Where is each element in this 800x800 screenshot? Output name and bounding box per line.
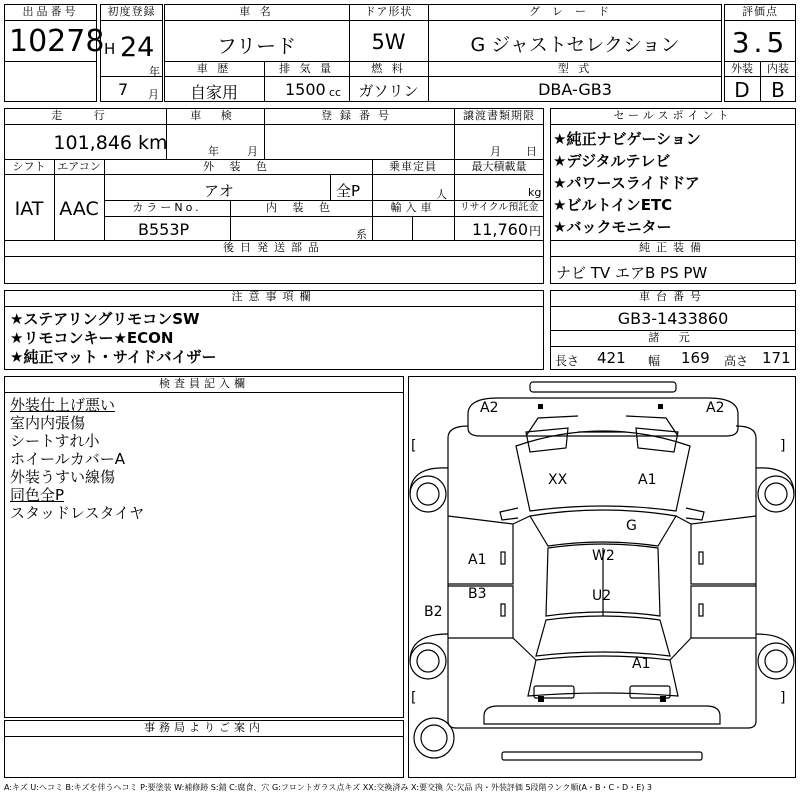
sales-point-item: ★ビルトインETC: [553, 196, 673, 214]
genuine-equipment: ナビ TV エアB PS PW: [556, 264, 708, 282]
transfer-day-unit: 日: [526, 145, 537, 158]
mark-left-rear-door: B3: [468, 586, 487, 602]
fuel-label: 燃 料: [371, 62, 406, 75]
notes-list: [10, 310, 217, 367]
reg-year: 24: [120, 32, 155, 63]
int-color-unit: 系: [356, 228, 367, 241]
transfer-month-unit: 月: [490, 145, 501, 158]
car-diagram: [408, 376, 796, 778]
height: 171: [762, 349, 791, 367]
mileage-unit: km: [138, 132, 168, 154]
inspector-note: スタッドレスタイヤ: [10, 504, 145, 522]
era: H: [104, 40, 116, 58]
recycle-unit: 円: [529, 224, 542, 238]
sales-point-item: ★パワースライドドア: [553, 174, 700, 192]
height-label: 高さ: [724, 354, 749, 368]
mark-left-rear-quarter: B2: [424, 604, 443, 620]
int-grade: B: [771, 78, 785, 102]
inspector-note: 外装うすい線傷: [10, 468, 116, 486]
displacement-label: 排 気 量: [279, 62, 334, 75]
notes-label: 注意事項欄: [231, 290, 317, 303]
bracket-left: [: [411, 438, 417, 454]
bracket-left-rear: [: [411, 690, 417, 706]
model: DBA-GB3: [538, 80, 612, 99]
ext-color-label: 外 装 色: [203, 160, 273, 173]
chassis-number-label: 車台番号: [639, 290, 707, 303]
recycle-label: リサイクル預託金: [459, 202, 539, 213]
int-color-label: 内 装 色: [266, 201, 336, 214]
sales-points-list: [553, 128, 701, 238]
max-load-label: 最大積載量: [471, 160, 527, 173]
car-name: フリード: [216, 34, 297, 58]
sales-point-item: ★純正ナビゲーション: [553, 130, 701, 148]
genuine-equipment-label: 純正装備: [639, 241, 707, 254]
mark-front-right: A2: [706, 400, 725, 416]
inspector-note: 外装仕上げ悪い: [10, 396, 116, 414]
reg-no-label: 登録番号: [321, 109, 397, 122]
mark-front-left: A2: [480, 400, 499, 416]
first-registration-label: 初度登録: [107, 5, 156, 18]
ext-paint: 全P: [336, 182, 361, 200]
inspector-note: シートすれ小: [10, 432, 100, 450]
grade: G ジャストセレクション: [470, 34, 680, 56]
legend: A:キズ U:ヘコミ B:キズを伴うヘコミ P:要塗装 W:補修跡 S:錆 C:腐食、穴 G:フロントガラス点キズ XX:交換済み X:要交換 欠:欠品 内・外装評価 5段階ランク順(A・B・C・D・E) 3: [4, 783, 653, 792]
transfer-label: 譲渡書類期限: [463, 109, 535, 122]
lot-number: 10278: [9, 24, 105, 59]
int-grade-label: 内装: [767, 62, 789, 75]
inspector-notes-list: [10, 396, 144, 522]
lot-number-label: 出品番号: [22, 5, 79, 18]
later-parts-label: 後日発送部品: [223, 241, 325, 254]
inspection-label: 車 検: [190, 109, 240, 122]
width: 169: [681, 349, 710, 367]
ac: AAC: [59, 198, 99, 220]
length-label: 長さ: [555, 354, 580, 368]
displacement-unit: cc: [329, 86, 342, 99]
recycle-amount: 11,760: [472, 220, 528, 239]
insp-year-unit: 年: [208, 145, 219, 158]
ext-grade-label: 外装: [731, 62, 753, 75]
ext-grade: D: [734, 78, 750, 102]
bracket-right: ]: [780, 438, 786, 454]
insp-month-unit: 月: [247, 145, 258, 158]
capacity-label: 乗車定員: [389, 160, 437, 173]
note-item: ★ステアリングリモコンSW: [10, 310, 200, 328]
ac-label: エアコン: [57, 160, 101, 173]
inspector-note: ホイールカバーA: [10, 450, 125, 468]
color-no: B553P: [138, 220, 190, 239]
mileage-label: 走 行: [51, 109, 119, 122]
dims-label: 諸 元: [648, 331, 698, 344]
mark-hood-right: A1: [638, 472, 657, 488]
mark-roof: W2: [592, 548, 615, 564]
grade-label: グレード: [529, 5, 621, 18]
history-label: 車 歴: [196, 62, 232, 75]
color-no-label: カラーNo.: [132, 201, 202, 214]
month-unit: 月: [148, 88, 159, 101]
mileage: 101,846: [53, 132, 132, 154]
history: 自家用: [189, 83, 238, 102]
displacement: 1500: [285, 80, 326, 99]
mark-windshield: G: [626, 518, 637, 534]
score: 3.5: [731, 26, 789, 59]
sales-point-item: ★バックモニター: [553, 218, 672, 236]
door-type: 5W: [371, 30, 406, 54]
mark-rear-roof: U2: [592, 588, 612, 604]
mark-hood-left: XX: [548, 472, 568, 488]
max-load-unit: kg: [528, 186, 542, 199]
fuel: ガソリン: [358, 82, 419, 100]
bracket-right-rear: ]: [780, 690, 786, 706]
chassis-number: GB3-1433860: [617, 309, 729, 328]
door-type-label: ドア形状: [364, 5, 413, 18]
sales-points-label: セールスポイント: [613, 109, 733, 122]
length: 421: [597, 349, 626, 367]
shift-label: シフト: [12, 160, 46, 173]
note-item: ★純正マット・サイドバイザー: [10, 348, 217, 366]
mark-left-front-door: A1: [468, 552, 487, 568]
office-notice-label: 事務局よりご案内: [144, 721, 264, 734]
year-unit: 年: [149, 65, 160, 78]
ext-color: アオ: [204, 182, 234, 200]
inspector-note: 室内内張傷: [10, 414, 86, 432]
import-label: 輸入車: [390, 201, 436, 214]
note-item: ★リモコンキー★ECON: [10, 329, 174, 347]
model-label: 型 式: [557, 62, 593, 75]
width-label: 幅: [648, 354, 661, 368]
capacity-unit: 人: [436, 188, 447, 201]
shift: IAT: [14, 198, 44, 220]
inspector-note: 同色全P: [10, 486, 65, 504]
mark-rear: A1: [632, 656, 651, 672]
reg-month: 7: [118, 80, 129, 99]
car-name-label: 車 名: [239, 5, 274, 18]
score-label: 評価点: [742, 5, 778, 18]
sales-point-item: ★デジタルテレビ: [553, 152, 671, 170]
inspector-notes-label: 検査員記入欄: [159, 377, 249, 390]
